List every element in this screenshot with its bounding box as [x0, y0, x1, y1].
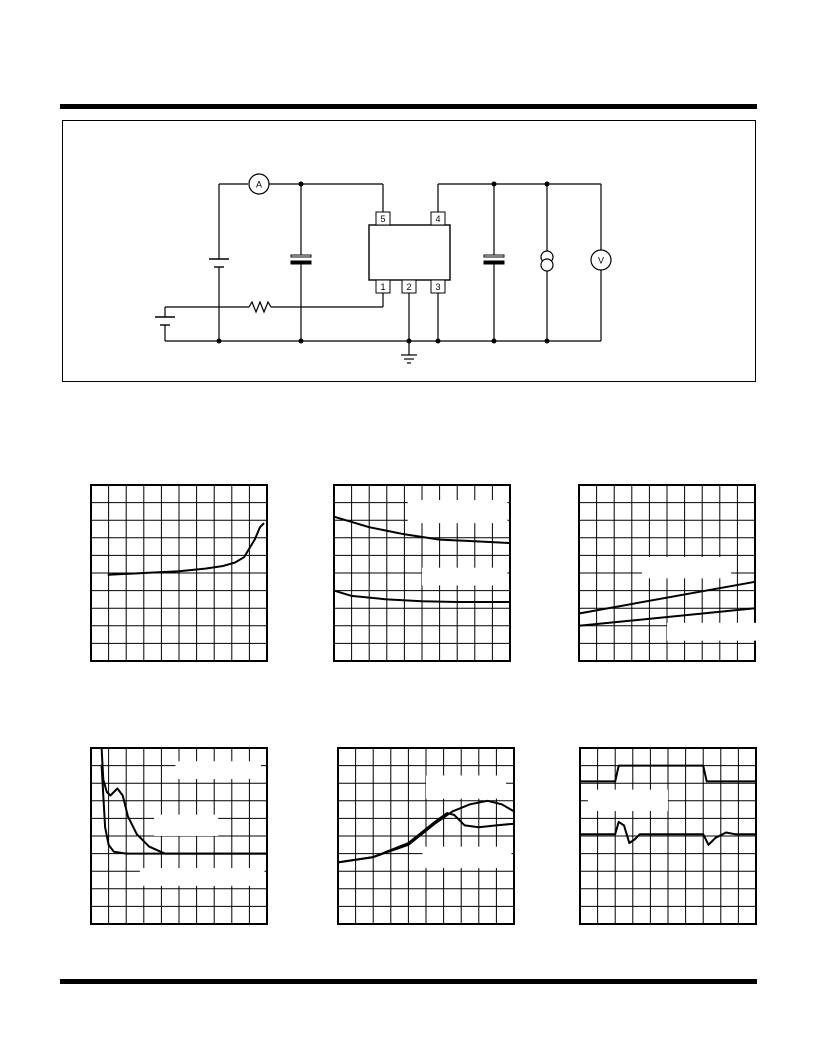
graph-4-plot [90, 747, 268, 925]
cap2-plate-bottom [484, 261, 504, 264]
graph-1-plot [90, 484, 268, 662]
junction-dot [299, 182, 304, 187]
ammeter-label: A [255, 179, 263, 190]
legend-blank [422, 847, 511, 868]
cap1-plate-top [291, 255, 311, 257]
legend-blank [154, 815, 218, 836]
junction-dot [492, 182, 497, 187]
graph-3-plot [578, 484, 756, 662]
junction-dot [217, 339, 222, 344]
legend-blank [642, 557, 731, 578]
legend-blank [667, 623, 756, 641]
legend-blank [588, 790, 668, 811]
legend-blank [426, 775, 506, 798]
graph-6 [579, 747, 757, 925]
test-circuit-box [62, 120, 756, 382]
pin-4-label: 4 [435, 214, 441, 224]
voltmeter-label: V [597, 255, 605, 266]
junction-dot [545, 339, 550, 344]
junction-dot [492, 339, 497, 344]
pin-5-label: 5 [380, 214, 386, 224]
bottom-rule [60, 979, 757, 984]
cap2-plate-top [484, 255, 504, 257]
cap1-plate-bottom [291, 261, 311, 264]
graph-5-plot [337, 747, 515, 925]
top-rule [60, 104, 757, 109]
current-source-circle-bottom [541, 259, 553, 271]
graph-5 [337, 747, 515, 925]
graph-4 [90, 747, 268, 925]
resistor-symbol [249, 302, 271, 312]
pin-1-label: 1 [380, 282, 386, 292]
legend-blank [422, 568, 507, 586]
test-circuit-schematic [63, 121, 757, 383]
legend-blank [175, 761, 260, 779]
junction-dot [436, 339, 441, 344]
graph-2-plot [333, 484, 511, 662]
pin-2-label: 2 [406, 282, 412, 292]
ic-package-body [369, 225, 450, 280]
junction-dot [545, 182, 550, 187]
graph-2 [333, 484, 511, 662]
junction-dot [299, 339, 304, 344]
legend-blank [140, 868, 265, 886]
graph-1 [90, 484, 268, 662]
graph-6-plot [579, 747, 757, 925]
graph-3 [578, 484, 756, 662]
legend-blank [408, 500, 508, 523]
pin-3-label: 3 [435, 282, 441, 292]
junction-dot [407, 339, 412, 344]
